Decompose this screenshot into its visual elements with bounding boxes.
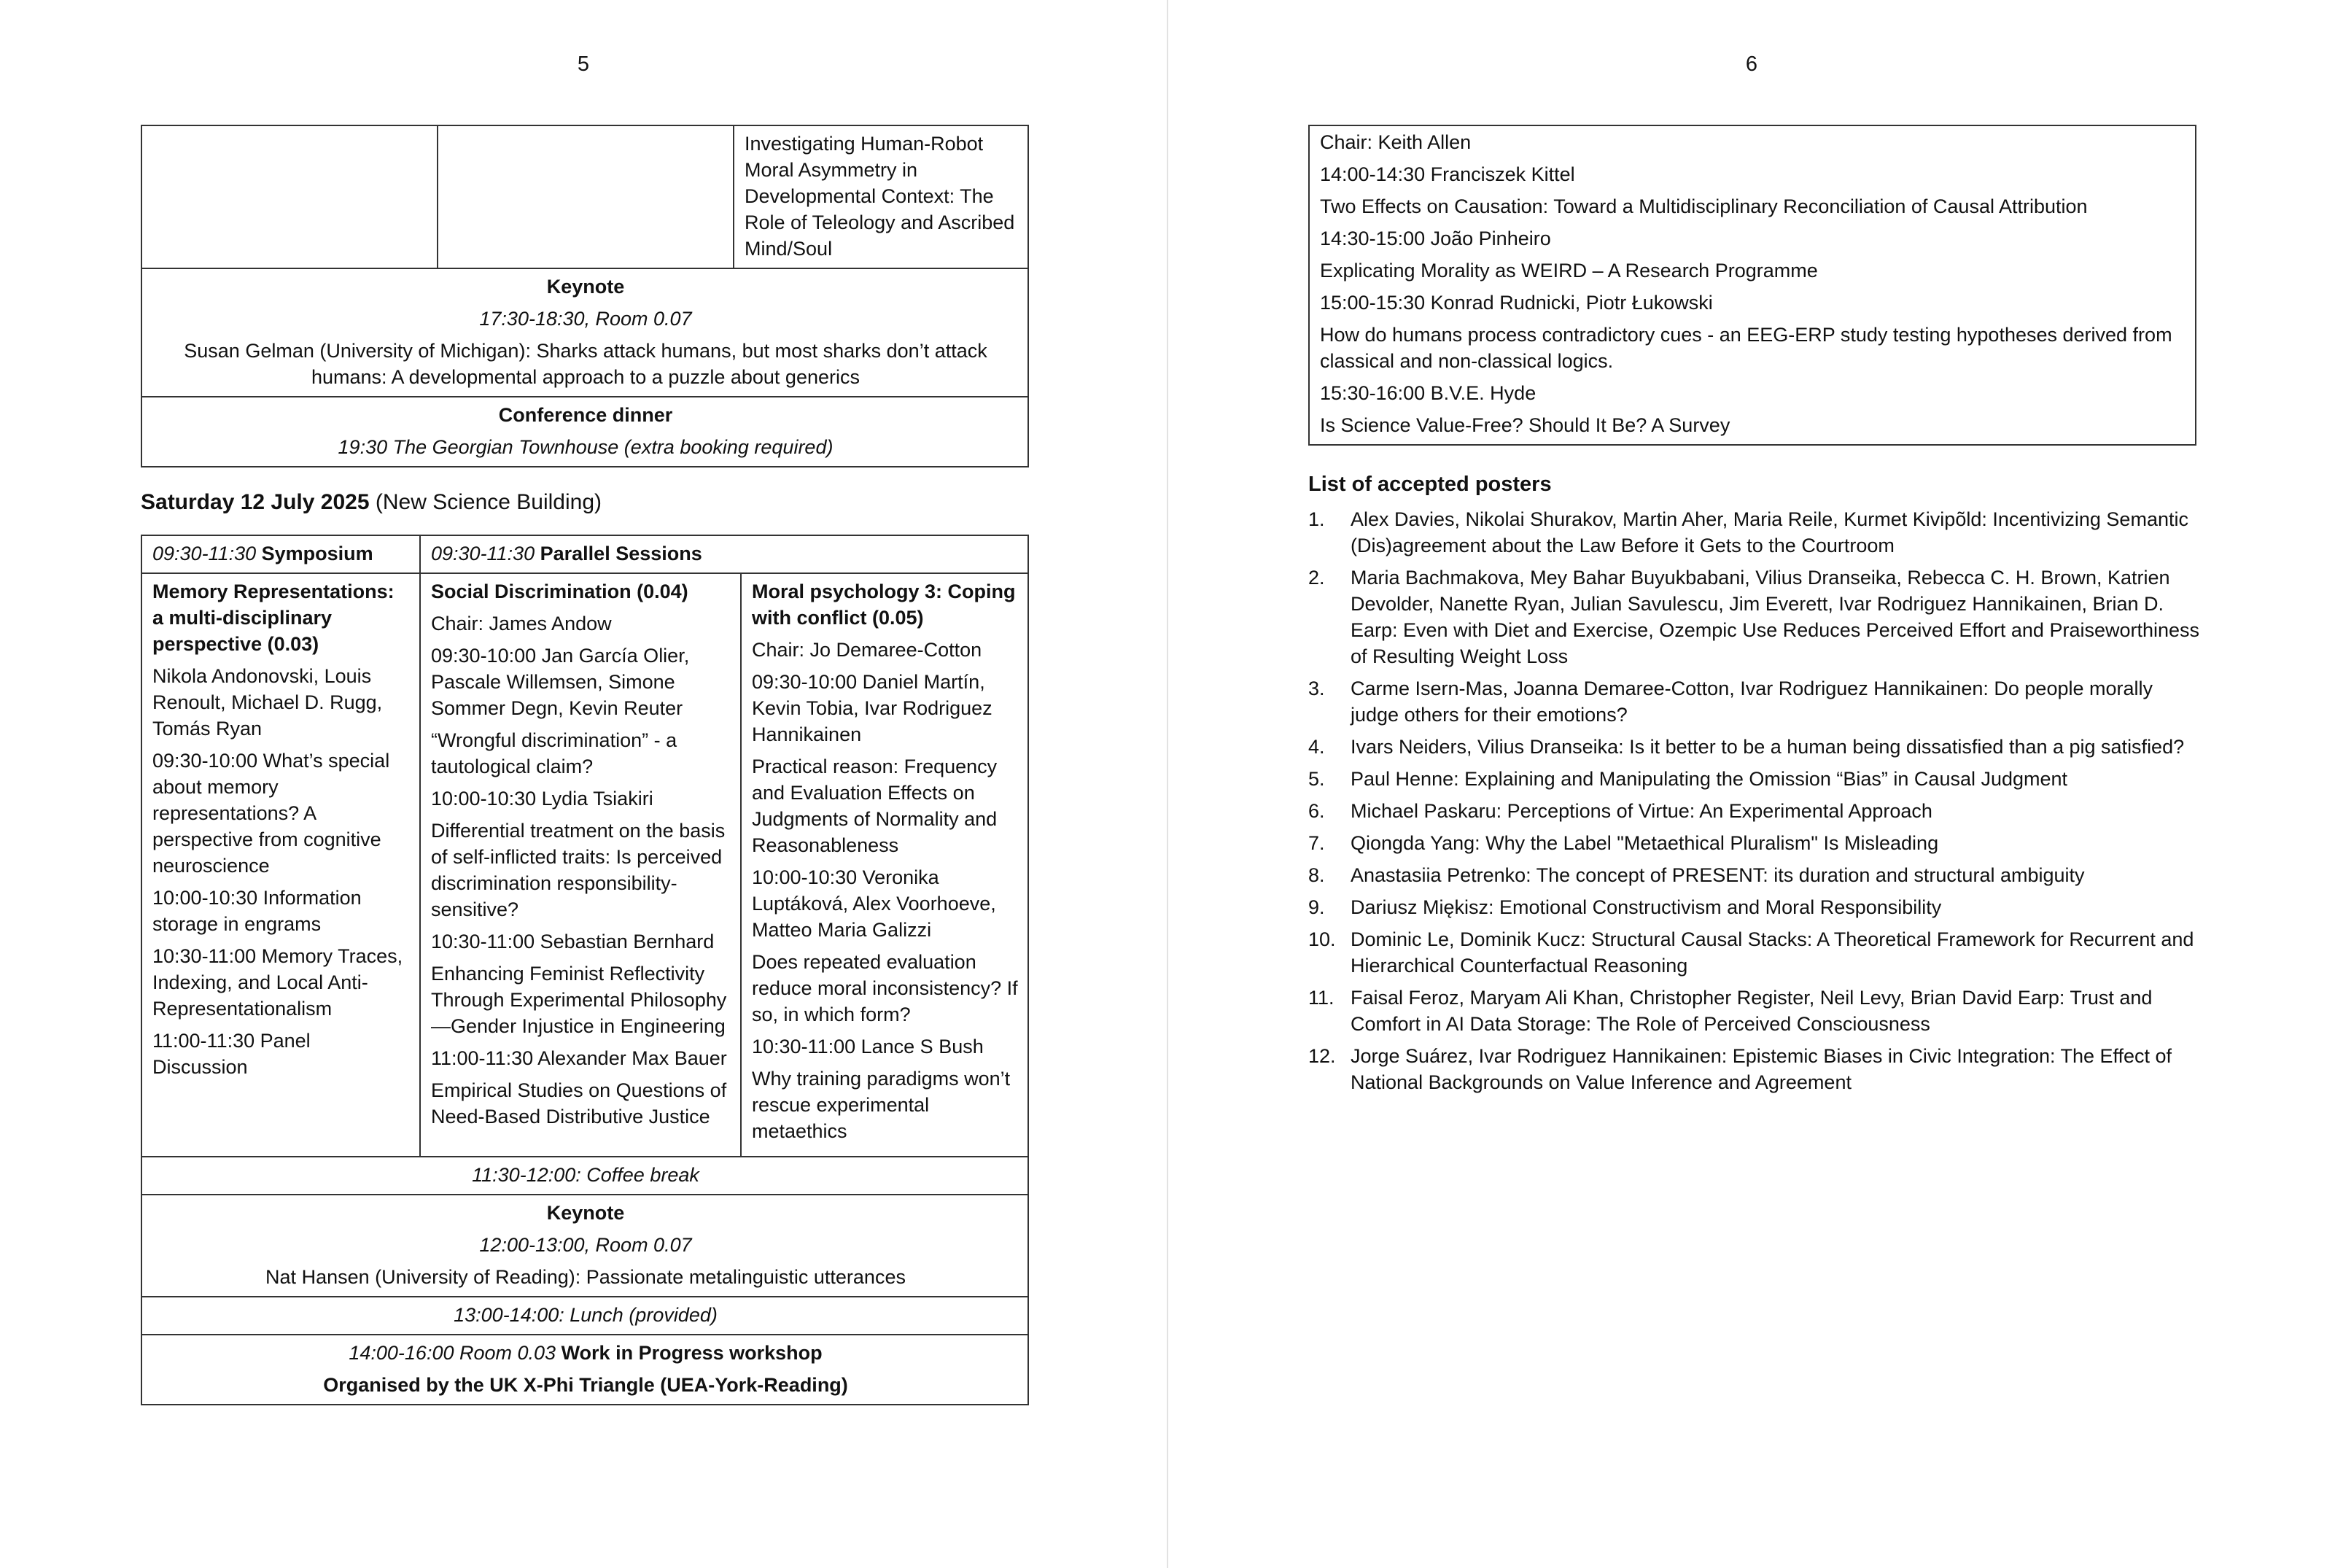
keynote-time: 17:30-18:30, Room 0.07 [479, 308, 692, 330]
workshop-cell [141, 1335, 1028, 1405]
keynote-cell [141, 1195, 1028, 1297]
session-line: Explicating Morality as WEIRD – A Research Programme [1320, 260, 1818, 282]
day-heading [141, 490, 602, 515]
lunch-break: 13:00-14:00: Lunch (provided) [141, 1297, 1028, 1335]
keynote-cell [141, 268, 1028, 397]
keynote-title: Keynote [546, 276, 625, 298]
session-line: 15:30-16:00 B.V.E. Hyde [1320, 382, 1536, 404]
coffee-break: 11:30-12:00: Coffee break [141, 1157, 1028, 1195]
friday-continuation-table [141, 125, 1029, 467]
poster-number: 9. [1308, 896, 1325, 918]
list-item [1308, 926, 2205, 979]
list-item [1308, 734, 2205, 760]
social-discrimination-session [420, 573, 741, 1157]
dinner-detail: 19:30 The Georgian Townhouse (extra booking required) [338, 436, 834, 458]
session-entry: Chair: Jo Demaree-Cotton [752, 639, 982, 661]
poster-text: Paul Henne: Explaining and Manipulating the Omission “Bias” in Causal Judgment [1351, 768, 2068, 790]
symposium-label: Symposium [256, 543, 373, 564]
poster-text: Michael Paskaru: Perceptions of Virtue: An Experimental Approach [1351, 800, 1932, 822]
poster-number: 5. [1308, 768, 1325, 790]
session-line: How do humans process contradictory cues - an EEG-ERP study testing hypotheses derived from classical and non-classical logics. [1320, 324, 2172, 372]
poster-text: Alex Davies, Nikolai Shurakov, Martin Aher, Maria Reile, Kurmet Kivipõld: Incentivizing Semantic (Dis)agreement about the Law Before it Gets to the Courtroom [1351, 508, 2188, 556]
session-entry: 10:00-10:30 Lydia Tsiakiri [431, 788, 653, 810]
posters-heading: List of accepted posters [1308, 473, 1552, 496]
poster-text: Qiongda Yang: Why the Label "Metaethical Pluralism" Is Misleading [1351, 832, 1939, 854]
list-item [1308, 766, 2205, 792]
session-line: Chair: Keith Allen [1320, 131, 1472, 153]
session-entry: Enhancing Feminist Reflectivity Through Experimental Philosophy—Gender Injustice in Engineering [431, 963, 727, 1037]
session-entry: Why training paradigms won’t rescue experimental metaethics [752, 1068, 1011, 1142]
poster-number: 2. [1308, 567, 1325, 589]
empty-cell [438, 125, 734, 268]
parallel-time: 09:30-11:30 [431, 543, 535, 564]
session-entry: 10:30-11:00 Memory Traces, Indexing, and Local Anti-Representationalism [152, 945, 403, 1020]
keynote-time: 12:00-13:00, Room 0.07 [479, 1234, 692, 1256]
session-entry: Chair: James Andow [431, 613, 612, 634]
list-item [1308, 985, 2205, 1037]
session-entry: 10:30-11:00 Lance S Bush [752, 1036, 984, 1057]
poster-text: Ivars Neiders, Vilius Dranseika: Is it better to be a human being dissatisfied than a pig satisfied? [1351, 736, 2185, 758]
session-entry: 09:30-10:00 Jan García Olier, Pascale Willemsen, Simone Sommer Degn, Kevin Reuter [431, 645, 690, 719]
poster-number: 11. [1308, 987, 1334, 1009]
poster-number: 6. [1308, 800, 1325, 822]
list-item [1308, 675, 2205, 728]
page-number: 5 [577, 53, 590, 76]
empty-cell [141, 125, 438, 268]
session-entry: 11:00-11:30 Panel Discussion [152, 1030, 311, 1078]
poster-text: Dariusz Miękisz: Emotional Constructivism and Moral Responsibility [1351, 896, 1942, 918]
session-line: 14:00-14:30 Franciszek Kittel [1320, 163, 1575, 185]
list-item [1308, 564, 2205, 669]
session-title: Moral psychology 3: Coping with conflict (0.05) [752, 581, 1016, 629]
saturday-schedule-table [141, 535, 1029, 1405]
list-item [1308, 798, 2205, 824]
session-entry: 10:00-10:30 Veronika Luptáková, Alex Voorhoeve, Matteo Maria Galizzi [752, 866, 996, 941]
talk-cell: Investigating Human-Robot Moral Asymmetry in Developmental Context: The Role of Teleology and Ascribed Mind/Soul [734, 125, 1028, 268]
session-title: Memory Representations: a multi-disciplinary perspective (0.03) [152, 581, 395, 655]
session-entry: Empirical Studies on Questions of Need-Based Distributive Justice [431, 1079, 727, 1128]
list-item [1308, 862, 2205, 888]
session-entry: “Wrongful discrimination” - a tautological claim? [431, 729, 677, 777]
day-heading-date: Saturday 12 July 2025 [141, 490, 370, 514]
session-entry: 10:00-10:30 Information storage in engrams [152, 887, 362, 935]
moral-psychology-session [741, 573, 1028, 1157]
workshop-organiser: Organised by the UK X-Phi Triangle (UEA-York-Reading) [323, 1374, 848, 1396]
parallel-label: Parallel Sessions [535, 543, 702, 564]
poster-text: Carme Isern-Mas, Joanna Demaree-Cotton, Ivar Rodriguez Hannikainen: Do people morally judge others for their emotions? [1351, 678, 2153, 726]
session-entry: Nikola Andonovski, Louis Renoult, Michael D. Rugg, Tomás Ryan [152, 665, 383, 740]
page-5 [0, 0, 1167, 1568]
keynote-talk: Susan Gelman (University of Michigan): Sharks attack humans, but most sharks don’t attack humans: A developmental approach to a puzzle about generics [184, 340, 987, 388]
poster-text: Jorge Suárez, Ivar Rodriguez Hannikainen: Epistemic Biases in Civic Integration: The Effect of National Backgrounds on Value Inference and Agreement [1351, 1045, 2172, 1093]
parallel-header [420, 535, 1028, 573]
session-cell [1309, 125, 2196, 445]
poster-text: Dominic Le, Dominik Kucz: Structural Causal Stacks: A Theoretical Framework for Recurrent and Hierarchical Counterfactual Reasoning [1351, 928, 2194, 977]
session-entry: 11:00-11:30 Alexander Max Bauer [431, 1047, 727, 1069]
poster-number: 7. [1308, 832, 1325, 854]
session-title: Social Discrimination (0.04) [431, 581, 688, 602]
list-item [1308, 506, 2205, 559]
page-6 [1168, 0, 2335, 1568]
poster-text: Anastasiia Petrenko: The concept of PRESENT: its duration and structural ambiguity [1351, 864, 2085, 886]
poster-number: 4. [1308, 736, 1325, 758]
session-line: Is Science Value-Free? Should It Be? A Survey [1320, 414, 1730, 436]
session-entry: 09:30-10:00 Daniel Martín, Kevin Tobia, Ivar Rodriguez Hannikainen [752, 671, 992, 745]
workshop-time: 14:00-16:00 Room 0.03 [349, 1342, 556, 1364]
dinner-cell [141, 397, 1028, 467]
keynote-talk: Nat Hansen (University of Reading): Passionate metalinguistic utterances [265, 1266, 906, 1288]
session-entry: 10:30-11:00 Sebastian Bernhard [431, 931, 715, 952]
poster-number: 1. [1308, 508, 1325, 530]
dinner-title: Conference dinner [498, 404, 673, 426]
list-item [1308, 1043, 2205, 1095]
poster-text: Faisal Feroz, Maryam Ali Khan, Christopher Register, Neil Levy, Brian David Earp: Trust and Comfort in AI Data Storage: The Role of Perceived Consciousness [1351, 987, 2153, 1035]
day-heading-venue: (New Science Building) [369, 490, 602, 514]
keynote-title: Keynote [546, 1202, 625, 1224]
poster-number: 3. [1308, 678, 1325, 699]
session-entry: Differential treatment on the basis of self-inflicted traits: Is perceived discrimination responsibility-sensitive? [431, 820, 726, 920]
list-item [1308, 830, 2205, 856]
page-number: 6 [1745, 53, 1758, 76]
session-entry: 09:30-10:00 What’s special about memory representations? A perspective from cognitive neuroscience [152, 750, 390, 877]
session-continuation-table [1308, 125, 2196, 446]
workshop-title: Work in Progress workshop [556, 1342, 823, 1364]
posters-list [1308, 506, 2205, 1101]
list-item [1308, 894, 2205, 920]
symposium-session [141, 573, 420, 1157]
poster-number: 10. [1308, 928, 1336, 950]
poster-number: 8. [1308, 864, 1325, 886]
session-line: Two Effects on Causation: Toward a Multidisciplinary Reconciliation of Causal Attribution [1320, 195, 2088, 217]
session-line: 14:30-15:00 João Pinheiro [1320, 228, 1551, 249]
symposium-time: 09:30-11:30 [152, 543, 257, 564]
session-line: 15:00-15:30 Konrad Rudnicki, Piotr Łukowski [1320, 292, 1713, 314]
poster-number: 12. [1308, 1045, 1336, 1067]
session-entry: Practical reason: Frequency and Evaluation Effects on Judgments of Normality and Reasonableness [752, 756, 998, 856]
session-entry: Does repeated evaluation reduce moral inconsistency? If so, in which form? [752, 951, 1018, 1025]
poster-text: Maria Bachmakova, Mey Bahar Buyukbabani, Vilius Dranseika, Rebecca C. H. Brown, Katrien Devolder, Nanette Ryan, Julian Savulescu, Jim Everett, Ivar Rodriguez Hannikainen, Brian D. Earp: Even with Diet and Exercise, Ozempic Use Reduces Perceived Effort and Praiseworthiness of Resulting Weight Loss [1351, 567, 2200, 667]
symposium-header [141, 535, 420, 573]
